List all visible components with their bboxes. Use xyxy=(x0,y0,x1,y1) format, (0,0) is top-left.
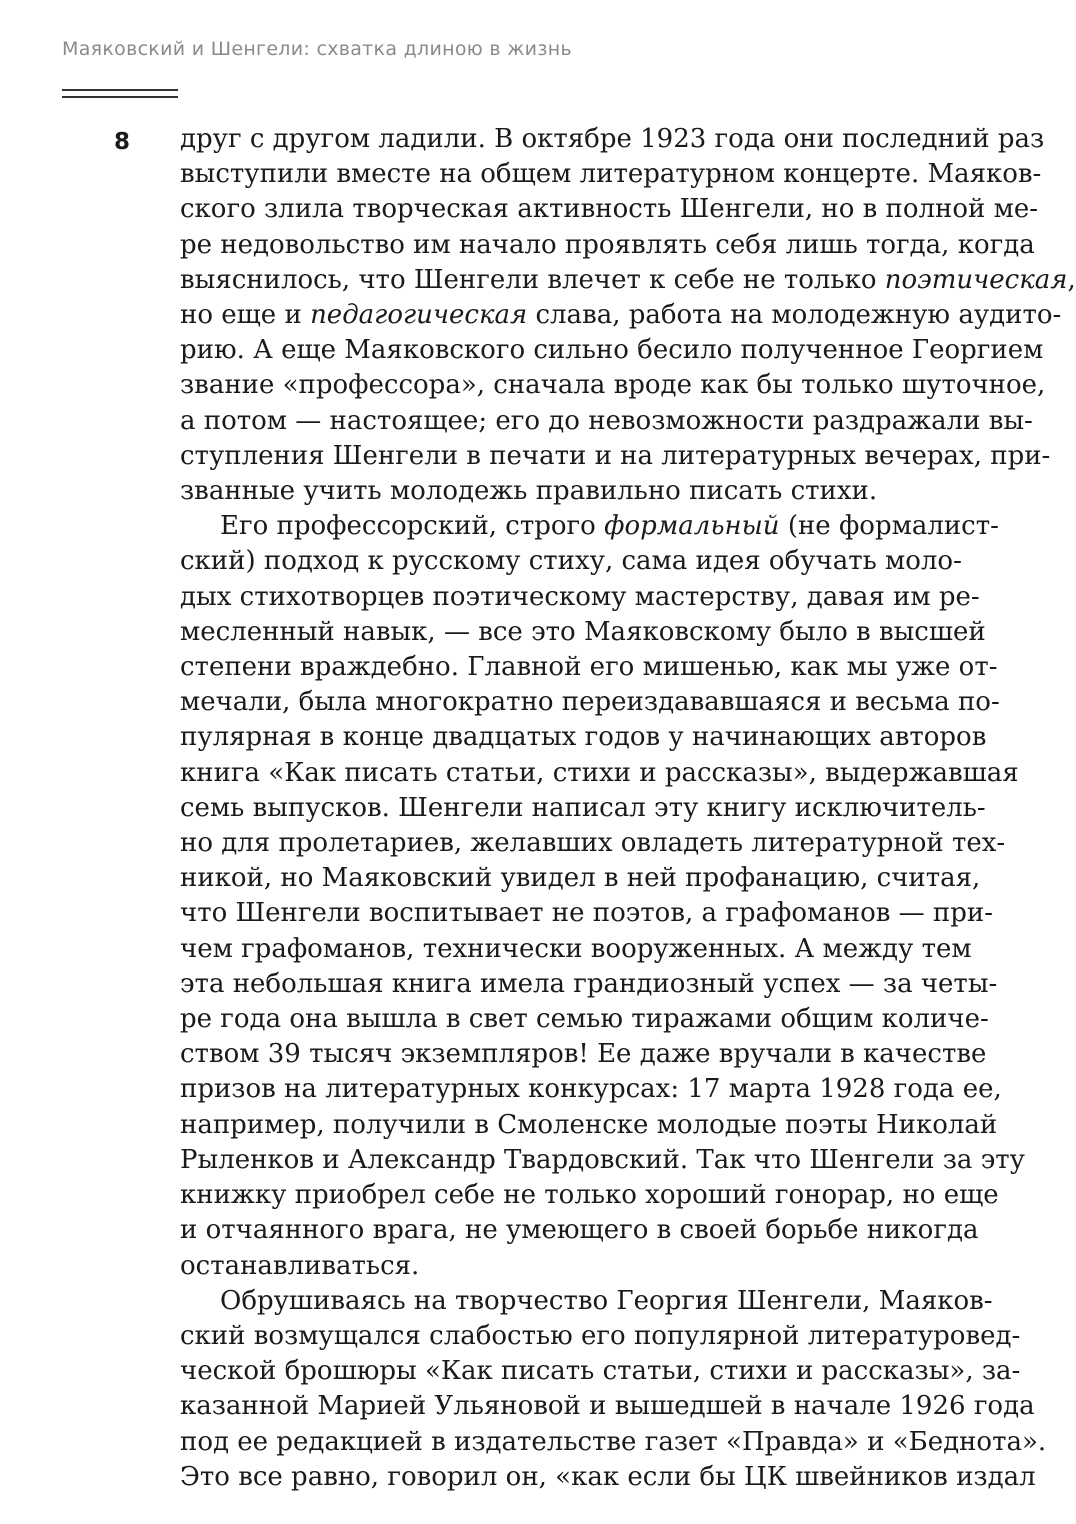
text-line xyxy=(180,263,1076,298)
text-line: например, получили в Смоленске молодые поэты Николай xyxy=(180,1109,998,1140)
text-line: мечали, была многократно переиздававшаяся и весьма по- xyxy=(180,687,1000,718)
text-line: ческой брошюры «Как писать статьи, стихи и рассказы», за- xyxy=(180,1356,1021,1387)
text-run: но еще и xyxy=(180,300,311,331)
text-line: что Шенгели воспитывает не поэтов, а графоманов — при- xyxy=(180,898,993,929)
text-line: книжку приобрел себе не только хороший гонорар, но еще xyxy=(180,1180,999,1211)
text-line: Это все равно, говорил он, «как если бы ЦК швейников издал xyxy=(180,1461,1036,1492)
text-line: ский возмущался слабостью его популярной литературовед- xyxy=(180,1320,1021,1351)
text-line: пулярная в конце двадцатых годов у начинающих авторов xyxy=(180,722,987,753)
text-line: Рыленков и Александр Твардовский. Так что Шенгели за эту xyxy=(180,1144,1025,1175)
text-line: месленный навык, — все это Маяковскому было в высшей xyxy=(180,616,986,647)
emphasis-text: поэтическая xyxy=(884,264,1068,295)
text-line: эта небольшая книга имела грандиозный успех — за четы- xyxy=(180,968,998,999)
text-run: слава, работа на молодежную аудито- xyxy=(527,300,1062,331)
text-line: казанной Марией Ульяновой и вышедшей в начале 1926 года xyxy=(180,1391,1035,1422)
header-rule xyxy=(62,89,178,98)
text-run: выяснилось, что Шенгели влечет к себе не только xyxy=(180,264,885,295)
text-line: дых стихотворцев поэтическому мастерству, давая им ре- xyxy=(180,581,980,612)
text-line xyxy=(180,509,999,544)
text-run: (не формалист- xyxy=(779,511,999,542)
text-line: Обрушиваясь на творчество Георгия Шенгели, Маяков- xyxy=(220,1285,993,1316)
running-head: Маяковский и Шенгели: схватка длиною в жизнь xyxy=(62,38,572,60)
body-text xyxy=(180,122,1076,1495)
text-line: рию. А еще Маяковского сильно бесило полученное Георгием xyxy=(180,335,1044,366)
text-line: а потом — настоящее; его до невозможности раздражали вы- xyxy=(180,405,1033,436)
text-line: призов на литературных конкурсах: 17 марта 1928 года ее, xyxy=(180,1074,1002,1105)
text-line: ством 39 тысяч экземпляров! Ее даже вручали в качестве xyxy=(180,1039,987,1070)
text-line: никой, но Маяковский увидел в ней профанацию, считая, xyxy=(180,863,981,894)
emphasis-text: формальный xyxy=(604,511,780,542)
paragraph-3 xyxy=(180,1284,1047,1495)
emphasis-text: педагогическая xyxy=(310,300,528,331)
text-line: ступления Шенгели в печати и на литературных вечерах, при- xyxy=(180,440,1051,471)
page-number: 8 xyxy=(114,129,131,155)
text-line: ский) подход к русскому стиху, сама идея обучать моло- xyxy=(180,546,962,577)
text-line: и отчаянного врага, не умеющего в своей борьбе никогда xyxy=(180,1215,979,1246)
text-line: под ее редакцией в издательстве газет «Правда» и «Беднота». xyxy=(180,1426,1047,1457)
text-run: , xyxy=(1067,264,1076,295)
text-line: выступили вместе на общем литературном концерте. Маяков- xyxy=(180,159,1042,190)
text-run: Его профессорский, строго xyxy=(220,511,605,542)
text-line: звание «профессора», сначала вроде как бы только шуточное, xyxy=(180,370,1046,401)
text-line: ре года она вышла в свет семью тиражами общим количе- xyxy=(180,1004,989,1035)
text-line: ского злила творческая активность Шенгели, но в полной ме- xyxy=(180,194,1039,225)
text-line: друг с другом ладили. В октябре 1923 года они последний раз xyxy=(180,124,1045,154)
paragraph-2 xyxy=(180,509,1025,1283)
text-line: семь выпусков. Шенгели написал эту книгу исключитель- xyxy=(180,792,986,823)
text-line: книга «Как писать статьи, стихи и рассказы», выдержавшая xyxy=(180,757,1019,788)
text-line: но для пролетариев, желавших овладеть литературной тех- xyxy=(180,828,1006,859)
text-line: останавливаться. xyxy=(180,1250,420,1281)
paragraph-1 xyxy=(180,122,1076,509)
text-line: ре недовольство им начало проявлять себя лишь тогда, когда xyxy=(180,229,1035,260)
text-line: степени враждебно. Главной его мишенью, как мы уже от- xyxy=(180,652,998,683)
text-line xyxy=(180,298,1062,333)
text-line: чем графоманов, технически вооруженных. А между тем xyxy=(180,933,972,964)
text-line: званные учить молодежь правильно писать стихи. xyxy=(180,476,878,507)
